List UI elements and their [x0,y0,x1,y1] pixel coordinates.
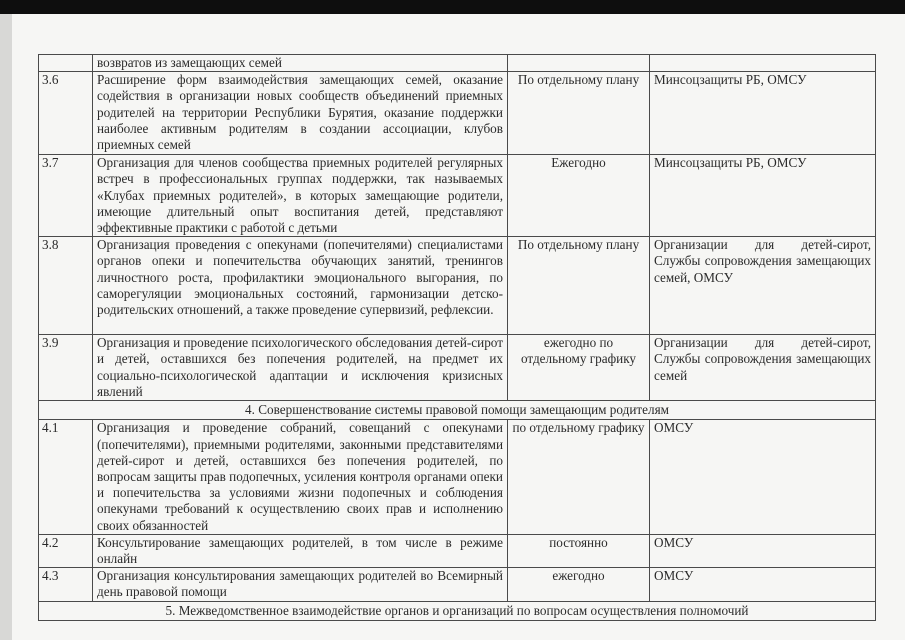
row-term: По отдельному плану [508,72,650,155]
section-header-row [39,601,876,620]
table-row [39,335,876,401]
scan-left-edge [0,14,12,640]
table-row [39,72,876,155]
row-number [39,55,93,72]
row-number: 4.1 [39,420,93,534]
row-term: ежегодно [508,568,650,601]
section-4-title: 4. Совершенствование системы правовой помощи замещающим родителям [39,401,876,420]
row-description: Организация для членов сообщества приемных родителей регулярных встреч в профессиональных группах поддержки, так называемых «Клубах приемных родителей», в которых замещающие родители, имеющие длительный опыт воспитания детей, представляют эффективные практики с работой с детьми [93,155,508,237]
row-responsible: ОМСУ [650,534,876,567]
row-term: постоянно [508,534,650,567]
row-description: возвратов из замещающих семей [93,55,508,72]
row-term: по отдельному графику [508,420,650,534]
row-responsible: Организации для детей-сирот, Службы сопровождения замещающих семей, ОМСУ [650,237,876,335]
table-row [39,237,876,335]
scan-top-edge [0,0,905,14]
section-5-title: 5. Межведомственное взаимодействие органов и организаций по вопросам осуществления полномочий [39,601,876,620]
table-row [39,420,876,534]
table-row [39,55,876,72]
row-number: 4.3 [39,568,93,601]
row-term [508,55,650,72]
row-responsible: Минсоцзащиты РБ, ОМСУ [650,155,876,237]
row-number: 3.9 [39,335,93,401]
row-responsible: Организации для детей-сирот, Службы сопровождения замещающих семей [650,335,876,401]
row-description: Организация проведения с опекунами (попечителями) специалистами органов опеки и попечительства обучающих занятий, тренингов личностного роста, профилактики эмоционального выгорания, по саморегуляции эмоциональных состояний, гармонизации детско-родительских отношений, а также проведение супервизий, рефлексии. [93,237,508,335]
row-responsible: ОМСУ [650,568,876,601]
row-term: ежегодно по отдельному графику [508,335,650,401]
row-number: 3.7 [39,155,93,237]
row-description: Организация и проведение психологического обследования детей-сирот и детей, оставшихся без попечения родителей, на предмет их социально-психологической адаптации и исключения кризисных явлений [93,335,508,401]
row-number: 3.8 [39,237,93,335]
measures-table [38,54,876,621]
section-header-row [39,401,876,420]
row-number: 3.6 [39,72,93,155]
row-description: Консультирование замещающих родителей, в том числе в режиме онлайн [93,534,508,567]
row-term: По отдельному плану [508,237,650,335]
table-row [39,568,876,601]
row-responsible: ОМСУ [650,420,876,534]
row-description: Организация и проведение собраний, совещаний с опекунами (попечителями), приемными родителями, законными представителями детей-сирот и детей, оставшихся без попечения родителей, по вопросам защиты прав подопечных, усиления контроля органами опеки и попечительства за условиями жизни подопечных и соблюдения опекунами требований к осуществлению своих прав и исполнению своих обязанностей [93,420,508,534]
row-responsible: Минсоцзащиты РБ, ОМСУ [650,72,876,155]
row-description: Расширение форм взаимодействия замещающих семей, оказание содействия в организации новых сообществ объединений приемных родителей на территории Республики Бурятия, оказание поддержки наиболее активным родителям в создании ассоциации, клубов приемных семей [93,72,508,155]
row-number: 4.2 [39,534,93,567]
row-responsible [650,55,876,72]
row-description: Организация консультирования замещающих родителей во Всемирный день правовой помощи [93,568,508,601]
row-term: Ежегодно [508,155,650,237]
table-row [39,155,876,237]
table-row [39,534,876,567]
